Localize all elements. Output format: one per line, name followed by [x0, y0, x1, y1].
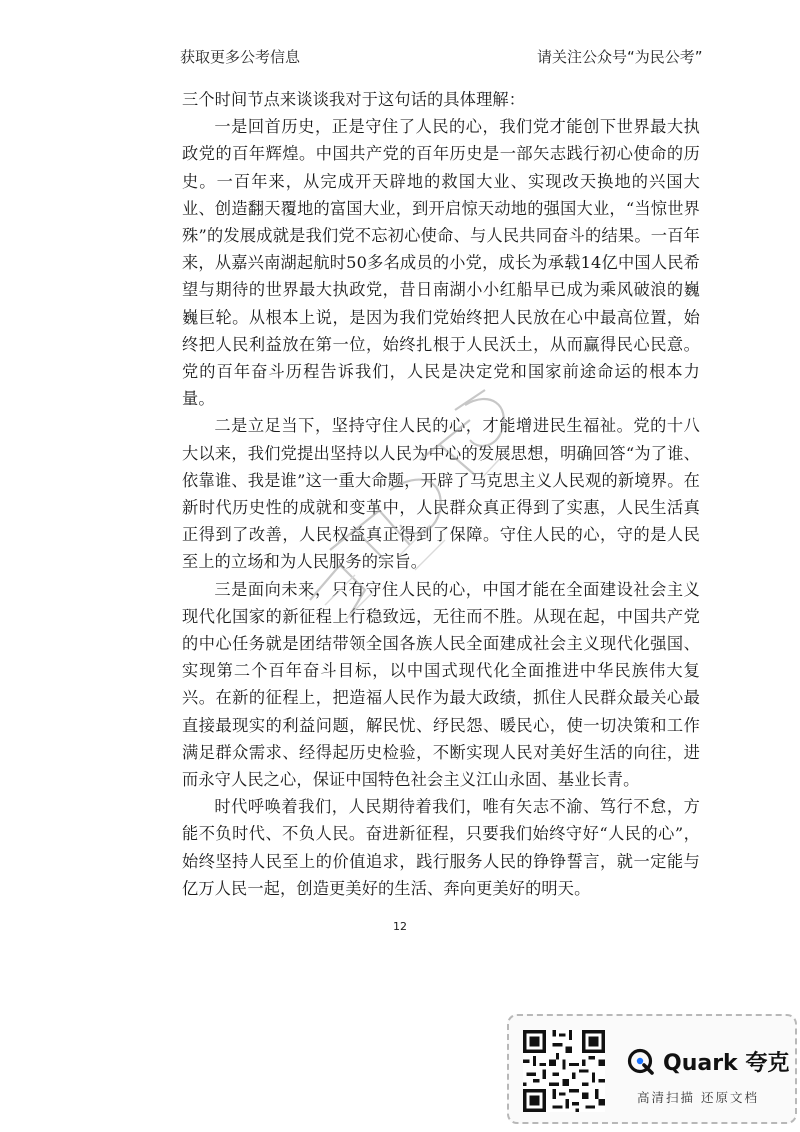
paragraph-future: 三是面向未来，只有守住人民的心，中国才能在全面建设社会主义现代化国家的新征程上行稳致远，无往而不胜。从现在起，中国共产党的中心任务就是团结带领全国各族人民全面建成社会主义现代化强国、实现第二个百年奋斗目标，以中国式现代化全面推进中华民族伟大复兴。在新的征程上，把造福人民作为最大政绩，抓住人民群众最关心最直接最现实的利益问题，解民忧、纾民怨、暖民心，使一切决策和工作满足群众需求、经得起历史检验，不断实现人民对美好生活的向往，进而永守人民之心，保证中国特色社会主义江山永固、基业长青。 [182, 579, 700, 790]
quark-brand-name: Quark 夸克 [663, 1051, 790, 1076]
paragraph-conclusion: 时代呼唤着我们，人民期待着我们，唯有矢志不渝、笃行不怠，方能不负时代、不负人民。奋进新征程，只要我们始终守好“人民的心”，始终坚持人民至上的价值追求，践行服务人民的铮铮誓言，就一定能与亿万人民一起，创造更美好的生活、奔向更美好的明天。 [182, 797, 700, 898]
page-number: 12 [393, 920, 407, 933]
quark-logo-icon [627, 1048, 655, 1076]
qr-code-icon[interactable] [523, 1030, 605, 1112]
quark-logo [627, 1046, 789, 1077]
header-right-text: 请关注公众号“为民公考” [537, 48, 703, 66]
quark-scan-card[interactable] [507, 1014, 797, 1124]
header-left-text: 获取更多公考信息 [180, 48, 301, 66]
paragraph-present: 二是立足当下，坚持守住人民的心，才能增进民生福祉。党的十八大以来，我们党提出坚持以人民为中心的发展思想，明确回答“为了谁、依靠谁、我是谁”这一重大命题，开辟了马克思主义人民观的新境界。在新时代历史性的成就和变革中，人民群众真正得到了实惠，人民生活真正得到了改善，人民权益真正得到了保障。守住人民的心，守的是人民至上的立场和为人民服务的宗旨。 [182, 416, 700, 572]
quark-slogan: 高清扫描 还原文档 [637, 1090, 759, 1105]
paragraph-history: 一是回首历史，正是守住了人民的心，我们党才能创下世界最大执政党的百年辉煌。中国共产党的百年历史是一部矢志践行初心使命的历史。一百年来，从完成开天辟地的救国大业、实现改天换地的兴国大业、创造翻天覆地的富国大业，到开启惊天动地的强国大业，“当惊世界殊”的发展成就是我们党不忘初心使命、与人民共同奋斗的结果。一百年来，从嘉兴南湖起航时50多名成员的小党，成长为承载14亿中国人民希望与期待的世界最大执政党，昔日南湖小小红船早已成为乘风破浪的巍巍巨轮。从根本上说，是因为我们党始终把人民放在心中最高位置，始终把人民利益放在第一位，始终扎根于人民沃土，从而赢得民心民意。党的百年奋斗历程告诉我们，人民是决定党和国家前途命运的根本力量。 [182, 117, 700, 409]
document-body [182, 86, 700, 902]
paragraph-intro: 三个时间节点来谈谈我对于这句话的具体理解： [182, 90, 526, 109]
